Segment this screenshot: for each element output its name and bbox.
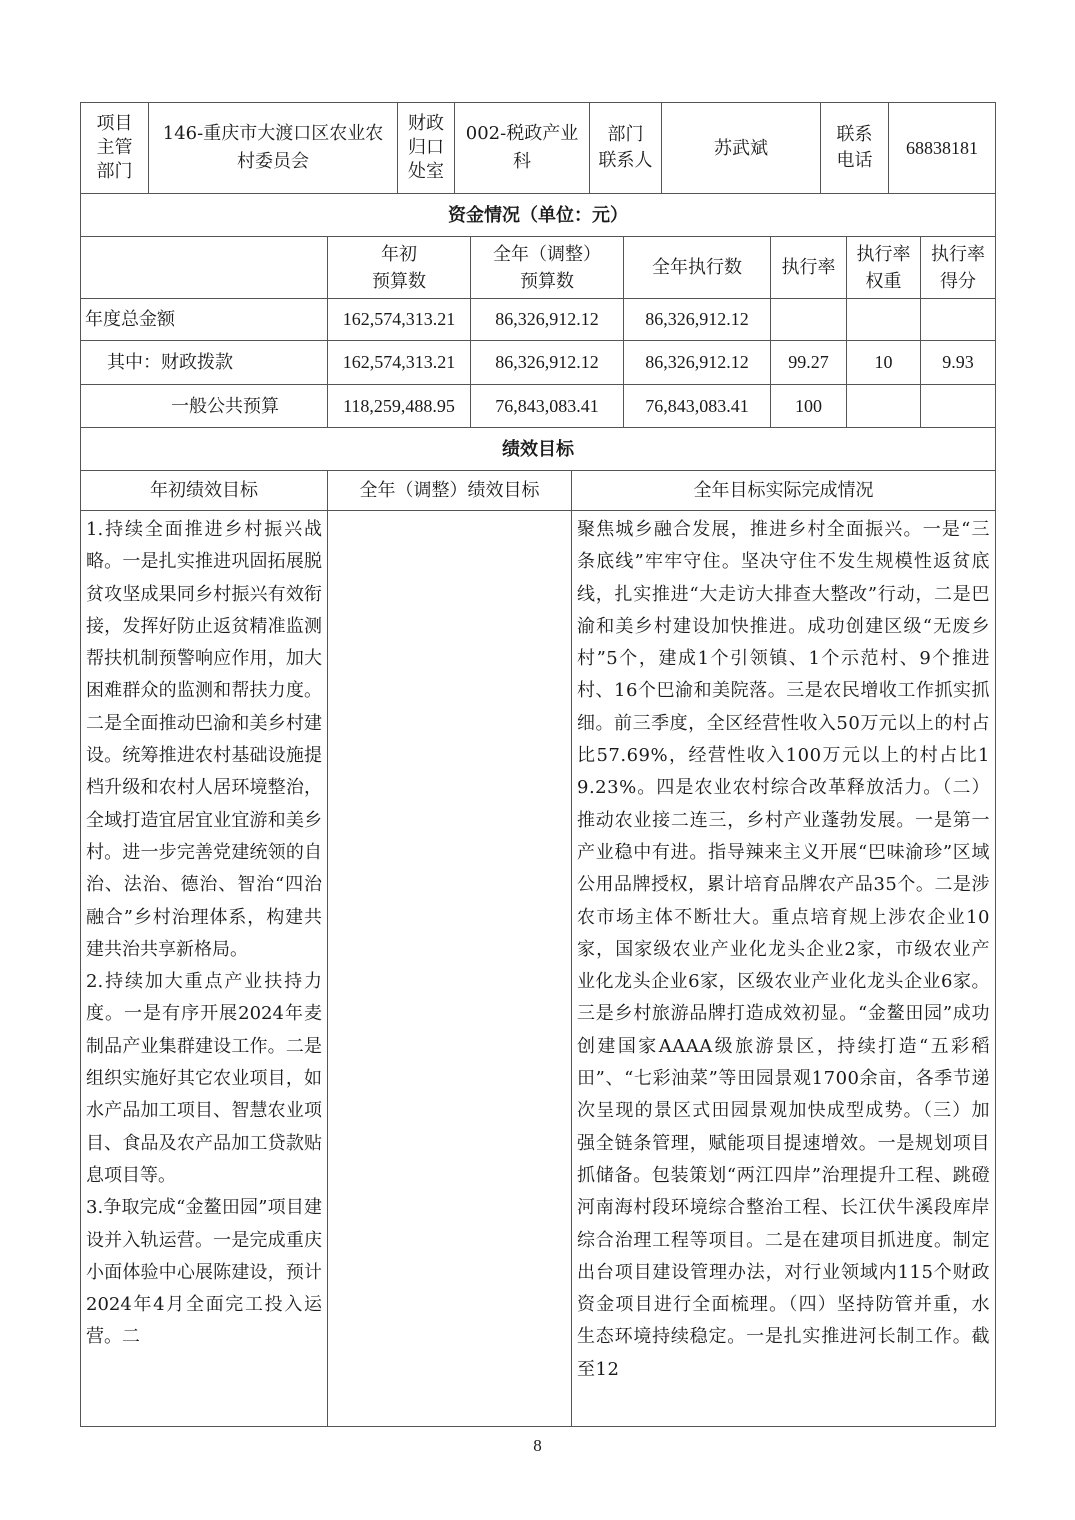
- rate-score: [921, 299, 996, 341]
- rate-score: 9.93: [921, 341, 996, 385]
- funds-row-total: [81, 299, 996, 341]
- goals-table: [80, 427, 996, 1427]
- page-number: 8: [533, 1436, 542, 1455]
- office-value: 002-税政产业科: [455, 103, 590, 194]
- actual-completion-text: [572, 511, 996, 1427]
- initial-budget: 118,259,488.95: [328, 385, 471, 428]
- funds-table: [80, 193, 996, 428]
- funds-header-weight: 执行率 权重: [847, 237, 921, 299]
- rate-score: [921, 385, 996, 428]
- initial-goals-content: 1.持续全面推进乡村振兴战略。一是扎实推进巩固拓展脱贫攻坚成果同乡村振兴有效衔接，发挥好防止返贫精准监测帮扶机制预警响应作用，加大困难群众的监测和帮扶力度。二是全面推动巴渝和美乡村建设。统筹推进农村基础设施提档升级和农村人居环境整治，全域打造宜居宜业宜游和美乡村。进一步完善党建统领的自治、法治、德治、智治“四治融合”乡村治理体系，构建共建共治共享新格局。 2.持续加大重点产业扶持力度。一是有序开展2024年麦制品产业集群建设工作。二是组织实施好其它农业项目，如水产品加工项目、智慧农业项目、食品及农产品加工贷款贴息项目等。 3.争取完成“金鳌田园”项目建设并入轨运营。一是完成重庆小面体验中心展陈建设，预计2024年4月全面完工投入运营。二: [86, 519, 322, 1348]
- funds-header-score: 执行率 得分: [921, 237, 996, 299]
- contact-label: 部门 联系人: [590, 103, 662, 194]
- row-label: 其中：财政拨款: [81, 341, 328, 385]
- adjusted-budget: 86,326,912.12: [471, 299, 624, 341]
- funds-header-executed: 全年执行数: [624, 237, 771, 299]
- initial-goals-text: [81, 511, 328, 1427]
- executed-amount: 86,326,912.12: [624, 341, 771, 385]
- phone-label: 联系 电话: [821, 103, 889, 194]
- contact-value: 苏武斌: [662, 103, 821, 194]
- adjusted-budget: 76,843,083.41: [471, 385, 624, 428]
- dept-value: 146-重庆市大渡口区农业农村委员会: [149, 103, 398, 194]
- office-label: 财政 归口 处室: [398, 103, 455, 194]
- goals-header-initial: 年初绩效目标: [81, 471, 328, 511]
- rate-weight: [847, 385, 921, 428]
- initial-budget: 162,574,313.21: [328, 341, 471, 385]
- rate-weight: 10: [847, 341, 921, 385]
- project-info-table: [80, 102, 996, 194]
- goals-header-actual: 全年目标实际完成情况: [572, 471, 996, 511]
- goals-section-title: 绩效目标: [81, 428, 996, 471]
- funds-section-title: 资金情况（单位：元）: [81, 194, 996, 237]
- funds-header-adjusted: 全年（调整） 预算数: [471, 237, 624, 299]
- execution-rate: [771, 299, 847, 341]
- funds-header-blank: [81, 237, 328, 299]
- goals-header-adjusted: 全年（调整）绩效目标: [328, 471, 572, 511]
- funds-row-fiscal: [81, 341, 996, 385]
- execution-rate: 100: [771, 385, 847, 428]
- phone-value: 68838181: [889, 103, 996, 194]
- initial-budget: 162,574,313.21: [328, 299, 471, 341]
- rate-weight: [847, 299, 921, 341]
- dept-label: 项目 主管 部门: [81, 103, 149, 194]
- execution-rate: 99.27: [771, 341, 847, 385]
- funds-header-initial: 年初 预算数: [328, 237, 471, 299]
- funds-header-rate: 执行率: [771, 237, 847, 299]
- executed-amount: 76,843,083.41: [624, 385, 771, 428]
- funds-row-general: [81, 385, 996, 428]
- actual-completion-content: 聚焦城乡融合发展，推进乡村全面振兴。一是“三条底线”牢牢守住。坚决守住不发生规模性返贫底线，扎实推进“大走访大排查大整改”行动，二是巴渝和美乡村建设加快推进。成功创建区级“无废乡村”5个，建成1个引领镇、1个示范村、9个推进村、16个巴渝和美院落。三是农民增收工作抓实抓细。前三季度，全区经营性收入50万元以上的村占比57.69%，经营性收入100万元以上的村占比19.23%。四是农业农村综合改革释放活力。（二）推动农业接二连三，乡村产业蓬勃发展。一是第一产业稳中有进。指导辣来主义开展“巴味渝珍”区域公用品牌授权，累计培育品牌农产品35个。二是涉农市场主体不断壮大。重点培育规上涉农企业10家，国家级农业产业化龙头企业2家，市级农业产业化龙头企业6家，区级农业产业化龙头企业6家。三是乡村旅游品牌打造成效初显。“金鳌田园”成功创建国家AAAA级旅游景区，持续打造“五彩稻田”、“七彩油菜”等田园景观1700余亩，各季节递次呈现的景区式田园景观加快成型成势。（三）加强全链条管理，赋能项目提速增效。一是规划项目抓储备。包装策划“两江四岸”治理提升工程、跳磴河南海村段环境综合整治工程、长江伏牛溪段库岸综合治理工程等项目。二是在建项目抓进度。制定出台项目建设管理办法，对行业领域内115个财政资金项目进行全面梳理。（四）坚持防管并重，水生态环境持续稳定。一是扎实推进河长制工作。截至12: [577, 519, 991, 1380]
- executed-amount: 86,326,912.12: [624, 299, 771, 341]
- adjusted-goals-text: [328, 511, 572, 1427]
- adjusted-budget: 86,326,912.12: [471, 341, 624, 385]
- row-label: 年度总金额: [81, 299, 328, 341]
- row-label: 一般公共预算: [81, 385, 328, 428]
